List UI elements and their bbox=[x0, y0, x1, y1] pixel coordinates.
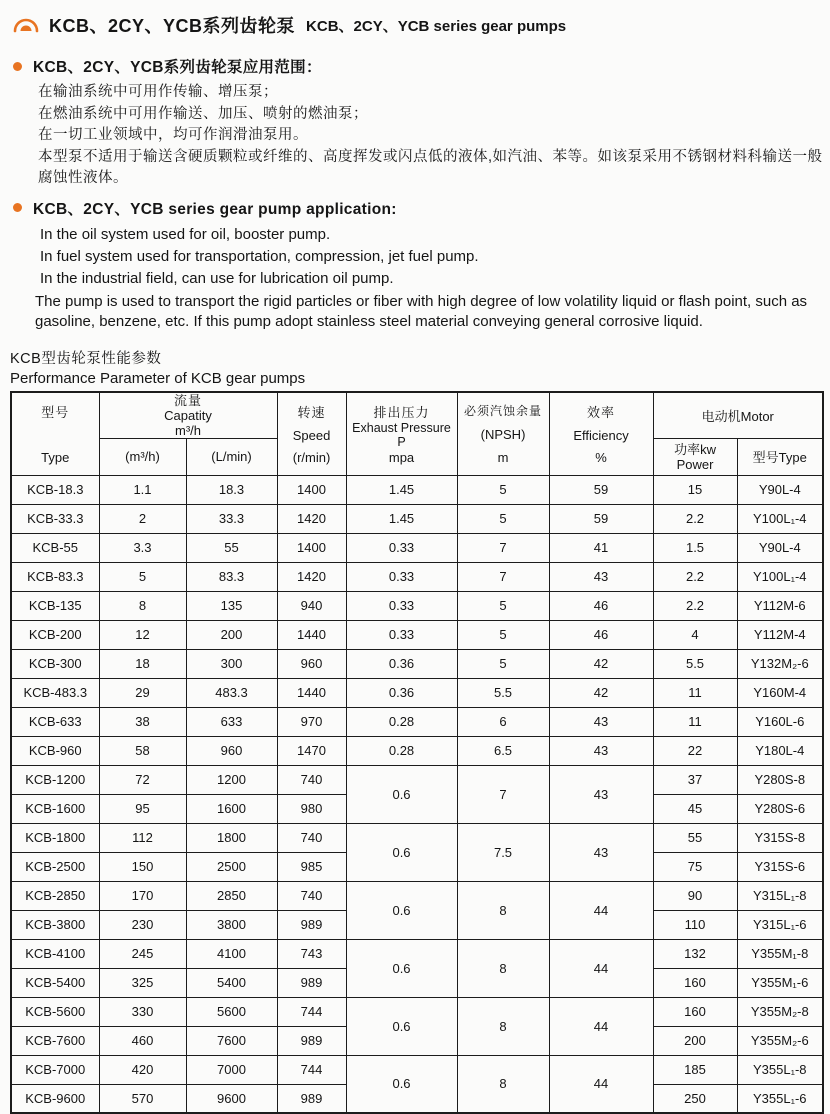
table-cell: 460 bbox=[99, 1026, 186, 1055]
table-cell: 989 bbox=[277, 1084, 346, 1113]
table-cell: 985 bbox=[277, 852, 346, 881]
table-cell: KCB-483.3 bbox=[11, 678, 99, 707]
table-cell: 132 bbox=[653, 939, 737, 968]
table-cell: KCB-7600 bbox=[11, 1026, 99, 1055]
table-cell: 1600 bbox=[186, 794, 277, 823]
table-cell: 0.28 bbox=[346, 707, 457, 736]
table-row bbox=[11, 939, 823, 968]
table-title-en: Performance Parameter of KCB gear pumps bbox=[10, 369, 306, 387]
table-cell: 1400 bbox=[277, 475, 346, 504]
table-cell: 2 bbox=[99, 504, 186, 533]
table-titles bbox=[10, 347, 822, 387]
table-cell: 989 bbox=[277, 1026, 346, 1055]
table-cell: KCB-2500 bbox=[11, 852, 99, 881]
table-cell: 7 bbox=[457, 765, 549, 823]
table-row bbox=[11, 591, 823, 620]
table-cell: 8 bbox=[457, 1055, 549, 1113]
table-cell: 43 bbox=[549, 707, 653, 736]
col-header-type bbox=[11, 392, 99, 476]
table-cell: KCB-1800 bbox=[11, 823, 99, 852]
table-cell: 55 bbox=[653, 823, 737, 852]
table-cell: 7000 bbox=[186, 1055, 277, 1084]
col-header-npsh-unit: m bbox=[497, 449, 509, 465]
table-cell: 6.5 bbox=[457, 736, 549, 765]
table-cell: 970 bbox=[277, 707, 346, 736]
table-cell: 37 bbox=[653, 765, 737, 794]
table-cell: Y315L₁-8 bbox=[737, 881, 823, 910]
table-cell: Y355M₁-8 bbox=[737, 939, 823, 968]
col-header-capacity-m3h: (m³/h) bbox=[99, 438, 186, 475]
table-cell: 42 bbox=[549, 649, 653, 678]
table-cell: 55 bbox=[186, 533, 277, 562]
table-cell: Y280S-8 bbox=[737, 765, 823, 794]
zh-line: 在输油系统中可用作传输、增压泵； bbox=[38, 84, 278, 100]
table-cell: 170 bbox=[99, 881, 186, 910]
table-cell: Y100L₁-4 bbox=[737, 562, 823, 591]
table-cell: 8 bbox=[457, 939, 549, 997]
section-heading-en-label: KCB、2CY、YCB series gear pump application: bbox=[33, 200, 397, 218]
col-header-pressure-unit: mpa bbox=[388, 449, 415, 465]
table-cell: Y90L-4 bbox=[737, 475, 823, 504]
table-cell: 245 bbox=[99, 939, 186, 968]
table-cell: Y160M-4 bbox=[737, 678, 823, 707]
table-cell: 633 bbox=[186, 707, 277, 736]
table-cell: 0.33 bbox=[346, 620, 457, 649]
table-cell: 744 bbox=[277, 997, 346, 1026]
table-cell: 7.5 bbox=[457, 823, 549, 881]
table-row bbox=[11, 997, 823, 1026]
table-row bbox=[11, 649, 823, 678]
table-cell: 744 bbox=[277, 1055, 346, 1084]
en-line: In the industrial field, can use for lubrication oil pump. bbox=[40, 270, 394, 288]
table-cell: 83.3 bbox=[186, 562, 277, 591]
table-cell: 43 bbox=[549, 765, 653, 823]
table-cell: 5.5 bbox=[457, 678, 549, 707]
table-cell: 420 bbox=[99, 1055, 186, 1084]
table-cell: 960 bbox=[277, 649, 346, 678]
table-cell: 9600 bbox=[186, 1084, 277, 1113]
table-cell: 2.2 bbox=[653, 591, 737, 620]
table-cell: 18 bbox=[99, 649, 186, 678]
table-cell: 0.36 bbox=[346, 678, 457, 707]
col-header-capacity-zh: 流量 bbox=[174, 392, 203, 408]
table-cell: Y355M₁-6 bbox=[737, 968, 823, 997]
table-cell: 15 bbox=[653, 475, 737, 504]
table-cell: 59 bbox=[549, 475, 653, 504]
table-cell: Y112M-6 bbox=[737, 591, 823, 620]
table-cell: 110 bbox=[653, 910, 737, 939]
table-cell: 8 bbox=[457, 881, 549, 939]
table-cell: 135 bbox=[186, 591, 277, 620]
table-cell: 5 bbox=[457, 591, 549, 620]
table-cell: Y280S-6 bbox=[737, 794, 823, 823]
col-header-type-zh: 型号 bbox=[41, 404, 70, 420]
table-header-row-1 bbox=[11, 392, 823, 439]
table-cell: 0.6 bbox=[346, 1055, 457, 1113]
table-cell: Y355L₁-8 bbox=[737, 1055, 823, 1084]
table-row bbox=[11, 504, 823, 533]
table-cell: 42 bbox=[549, 678, 653, 707]
table-cell: 18.3 bbox=[186, 475, 277, 504]
brand-arc-icon bbox=[12, 16, 40, 34]
table-cell: KCB-4100 bbox=[11, 939, 99, 968]
table-cell: 200 bbox=[653, 1026, 737, 1055]
table-cell: 1470 bbox=[277, 736, 346, 765]
col-header-efficiency-unit: % bbox=[595, 449, 607, 465]
col-header-speed-zh: 转速 bbox=[297, 404, 326, 420]
table-cell: Y355L₁-6 bbox=[737, 1084, 823, 1113]
table-cell: 44 bbox=[549, 997, 653, 1055]
table-cell: 5 bbox=[99, 562, 186, 591]
table-cell: KCB-33.3 bbox=[11, 504, 99, 533]
col-header-pressure-zh: 排出压力 bbox=[373, 404, 430, 420]
col-header-motor-power-zh: 功率kw bbox=[674, 441, 716, 457]
table-cell: 5600 bbox=[186, 997, 277, 1026]
table-cell: 3800 bbox=[186, 910, 277, 939]
table-cell: 160 bbox=[653, 997, 737, 1026]
section-body-zh bbox=[38, 82, 822, 190]
table-cell: 740 bbox=[277, 823, 346, 852]
en-line: In the oil system used for oil, booster pump. bbox=[40, 225, 331, 243]
table-cell: 0.33 bbox=[346, 533, 457, 562]
table-cell: 11 bbox=[653, 707, 737, 736]
table-cell: 1440 bbox=[277, 620, 346, 649]
table-cell: 1440 bbox=[277, 678, 346, 707]
bullet-icon bbox=[13, 203, 22, 212]
table-cell: 1400 bbox=[277, 533, 346, 562]
table-cell: 4100 bbox=[186, 939, 277, 968]
table-cell: 940 bbox=[277, 591, 346, 620]
table-cell: 6 bbox=[457, 707, 549, 736]
table-cell: 12 bbox=[99, 620, 186, 649]
table-cell: 960 bbox=[186, 736, 277, 765]
table-cell: 46 bbox=[549, 620, 653, 649]
table-cell: Y132M₂-6 bbox=[737, 649, 823, 678]
table-cell: 7600 bbox=[186, 1026, 277, 1055]
table-cell: 5400 bbox=[186, 968, 277, 997]
table-cell: Y355M₂-8 bbox=[737, 997, 823, 1026]
en-line: In fuel system used for transportation, compression, jet fuel pump. bbox=[40, 247, 479, 265]
table-cell: 29 bbox=[99, 678, 186, 707]
table-cell: 22 bbox=[653, 736, 737, 765]
table-cell: 1.1 bbox=[99, 475, 186, 504]
table-cell: KCB-200 bbox=[11, 620, 99, 649]
table-cell: Y100L₁-4 bbox=[737, 504, 823, 533]
col-header-motor-type: 型号Type bbox=[737, 438, 823, 475]
table-cell: 300 bbox=[186, 649, 277, 678]
section-heading-zh-label: KCB、2CY、YCB系列齿轮泵应用范围： bbox=[33, 59, 322, 76]
table-cell: 0.6 bbox=[346, 939, 457, 997]
col-header-pressure-en: Exhaust Pressure P bbox=[352, 421, 451, 450]
table-cell: 75 bbox=[653, 852, 737, 881]
en-paragraph: The pump is used to transport the rigid particles or fiber with high degree of low volatility liquid or flash point, such as gasoline, benzene, etc. If this pump adopt stainless steel material conveying general corrosive liquid. bbox=[35, 292, 808, 331]
table-cell: 43 bbox=[549, 736, 653, 765]
table-cell: 0.6 bbox=[346, 881, 457, 939]
section-heading-en bbox=[10, 197, 822, 219]
table-cell: 43 bbox=[549, 562, 653, 591]
table-cell: 1.5 bbox=[653, 533, 737, 562]
zh-line: 在一切工业领域中，均可作润滑油泵用。 bbox=[38, 127, 308, 143]
table-cell: 95 bbox=[99, 794, 186, 823]
table-cell: 1.45 bbox=[346, 504, 457, 533]
col-header-motor-label: 电动机Motor bbox=[701, 408, 774, 424]
table-cell: Y160L-6 bbox=[737, 707, 823, 736]
col-header-npsh bbox=[457, 392, 549, 476]
col-header-capacity bbox=[99, 392, 277, 439]
table-cell: 44 bbox=[549, 881, 653, 939]
table-cell: Y315S-6 bbox=[737, 852, 823, 881]
table-cell: 2850 bbox=[186, 881, 277, 910]
table-row bbox=[11, 765, 823, 794]
table-cell: 4 bbox=[653, 620, 737, 649]
table-cell: 1420 bbox=[277, 562, 346, 591]
table-row bbox=[11, 736, 823, 765]
col-header-efficiency bbox=[549, 392, 653, 476]
page-title-zh: KCB、2CY、YCB系列齿轮泵 bbox=[49, 16, 296, 36]
col-header-speed bbox=[277, 392, 346, 476]
table-cell: 150 bbox=[99, 852, 186, 881]
table-row bbox=[11, 475, 823, 504]
table-cell: KCB-83.3 bbox=[11, 562, 99, 591]
table-cell: KCB-960 bbox=[11, 736, 99, 765]
col-header-motor-power bbox=[653, 438, 737, 475]
col-header-npsh-en: (NPSH) bbox=[480, 426, 526, 442]
table-cell: 2.2 bbox=[653, 504, 737, 533]
table-row bbox=[11, 562, 823, 591]
table-cell: 200 bbox=[186, 620, 277, 649]
table-cell: KCB-5600 bbox=[11, 997, 99, 1026]
table-cell: 1800 bbox=[186, 823, 277, 852]
table-row bbox=[11, 1055, 823, 1084]
table-cell: 989 bbox=[277, 968, 346, 997]
table-row bbox=[11, 678, 823, 707]
table-cell: 740 bbox=[277, 765, 346, 794]
table-cell: Y180L-4 bbox=[737, 736, 823, 765]
table-cell: 483.3 bbox=[186, 678, 277, 707]
table-cell: 2500 bbox=[186, 852, 277, 881]
table-body bbox=[11, 475, 823, 1113]
table-cell: 0.33 bbox=[346, 591, 457, 620]
table-cell: 989 bbox=[277, 910, 346, 939]
table-cell: 46 bbox=[549, 591, 653, 620]
table-cell: 2.2 bbox=[653, 562, 737, 591]
table-cell: 0.6 bbox=[346, 765, 457, 823]
table-cell: 250 bbox=[653, 1084, 737, 1113]
table-cell: 112 bbox=[99, 823, 186, 852]
page-title-row bbox=[10, 12, 822, 38]
page-title-en: KCB、2CY、YCB series gear pumps bbox=[306, 17, 567, 35]
table-cell: 0.36 bbox=[346, 649, 457, 678]
bullet-icon bbox=[13, 62, 22, 71]
table-cell: 58 bbox=[99, 736, 186, 765]
table-cell: 59 bbox=[549, 504, 653, 533]
table-cell: Y315S-8 bbox=[737, 823, 823, 852]
table-cell: 570 bbox=[99, 1084, 186, 1113]
col-header-capacity-en: Capatity bbox=[164, 407, 212, 423]
table-cell: 0.28 bbox=[346, 736, 457, 765]
table-cell: 38 bbox=[99, 707, 186, 736]
col-header-motor-power-en: Power bbox=[676, 456, 714, 472]
table-row bbox=[11, 533, 823, 562]
table-cell: Y112M-4 bbox=[737, 620, 823, 649]
table-cell: KCB-18.3 bbox=[11, 475, 99, 504]
table-cell: 33.3 bbox=[186, 504, 277, 533]
table-cell: KCB-55 bbox=[11, 533, 99, 562]
table-cell: 8 bbox=[457, 997, 549, 1055]
table-cell: KCB-135 bbox=[11, 591, 99, 620]
col-header-efficiency-en: Efficiency bbox=[573, 427, 629, 443]
table-cell: 5 bbox=[457, 475, 549, 504]
col-header-capacity-lmin: (L/min) bbox=[186, 438, 277, 475]
table-cell: KCB-3800 bbox=[11, 910, 99, 939]
table-cell: 5 bbox=[457, 504, 549, 533]
table-cell: 45 bbox=[653, 794, 737, 823]
table-cell: 230 bbox=[99, 910, 186, 939]
table-cell: 72 bbox=[99, 765, 186, 794]
table-cell: 90 bbox=[653, 881, 737, 910]
table-cell: 1420 bbox=[277, 504, 346, 533]
table-cell: 7 bbox=[457, 562, 549, 591]
table-cell: 8 bbox=[99, 591, 186, 620]
table-cell: 185 bbox=[653, 1055, 737, 1084]
table-cell: 740 bbox=[277, 881, 346, 910]
table-cell: KCB-7000 bbox=[11, 1055, 99, 1084]
table-cell: 43 bbox=[549, 823, 653, 881]
table-header bbox=[11, 392, 823, 476]
table-cell: 1200 bbox=[186, 765, 277, 794]
section-heading-zh bbox=[10, 55, 822, 77]
table-cell: 44 bbox=[549, 1055, 653, 1113]
col-header-motor bbox=[653, 392, 823, 439]
table-cell: 1.45 bbox=[346, 475, 457, 504]
table-cell: 325 bbox=[99, 968, 186, 997]
table-cell: KCB-1600 bbox=[11, 794, 99, 823]
table-cell: 5.5 bbox=[653, 649, 737, 678]
col-header-speed-unit: (r/min) bbox=[292, 449, 331, 465]
table-row bbox=[11, 620, 823, 649]
col-header-pressure bbox=[346, 392, 457, 476]
table-row bbox=[11, 881, 823, 910]
table-cell: 41 bbox=[549, 533, 653, 562]
col-header-efficiency-zh: 效率 bbox=[587, 404, 616, 420]
zh-paragraph: 本型泵不适用于输送含硬质颗粒或纤维的、高度挥发或闪点低的液体,如汽油、苯等。如该泵采用不锈钢材料科输送一般腐蚀性液体。 bbox=[38, 148, 823, 186]
col-header-type-en: Type bbox=[41, 449, 70, 465]
table-cell: KCB-633 bbox=[11, 707, 99, 736]
table-cell: 5 bbox=[457, 620, 549, 649]
table-title-zh: KCB型齿轮泵性能参数 bbox=[10, 350, 162, 367]
col-header-capacity-unit: m³/h bbox=[175, 422, 201, 438]
table-cell: 743 bbox=[277, 939, 346, 968]
table-cell: KCB-9600 bbox=[11, 1084, 99, 1113]
table-cell: 980 bbox=[277, 794, 346, 823]
table-cell: KCB-2850 bbox=[11, 881, 99, 910]
table-cell: 0.33 bbox=[346, 562, 457, 591]
table-row bbox=[11, 707, 823, 736]
table-cell: 7 bbox=[457, 533, 549, 562]
col-header-speed-en: Speed bbox=[292, 427, 331, 443]
section-body-en bbox=[35, 224, 822, 333]
table-cell: 44 bbox=[549, 939, 653, 997]
table-cell: 0.6 bbox=[346, 997, 457, 1055]
zh-line: 在燃油系统中可用作输送、加压、喷射的燃油泵； bbox=[38, 105, 368, 122]
table-row bbox=[11, 823, 823, 852]
table-cell: 330 bbox=[99, 997, 186, 1026]
table-cell: 160 bbox=[653, 968, 737, 997]
table-cell: Y315L₁-6 bbox=[737, 910, 823, 939]
table-cell: KCB-5400 bbox=[11, 968, 99, 997]
performance-table bbox=[10, 391, 824, 1114]
col-header-npsh-zh: 必须汽蚀余量 bbox=[464, 403, 543, 418]
table-cell: KCB-300 bbox=[11, 649, 99, 678]
table-cell: 5 bbox=[457, 649, 549, 678]
table-cell: 0.6 bbox=[346, 823, 457, 881]
table-cell: Y355M₂-6 bbox=[737, 1026, 823, 1055]
table-cell: 11 bbox=[653, 678, 737, 707]
table-cell: Y90L-4 bbox=[737, 533, 823, 562]
table-cell: KCB-1200 bbox=[11, 765, 99, 794]
table-cell: 3.3 bbox=[99, 533, 186, 562]
